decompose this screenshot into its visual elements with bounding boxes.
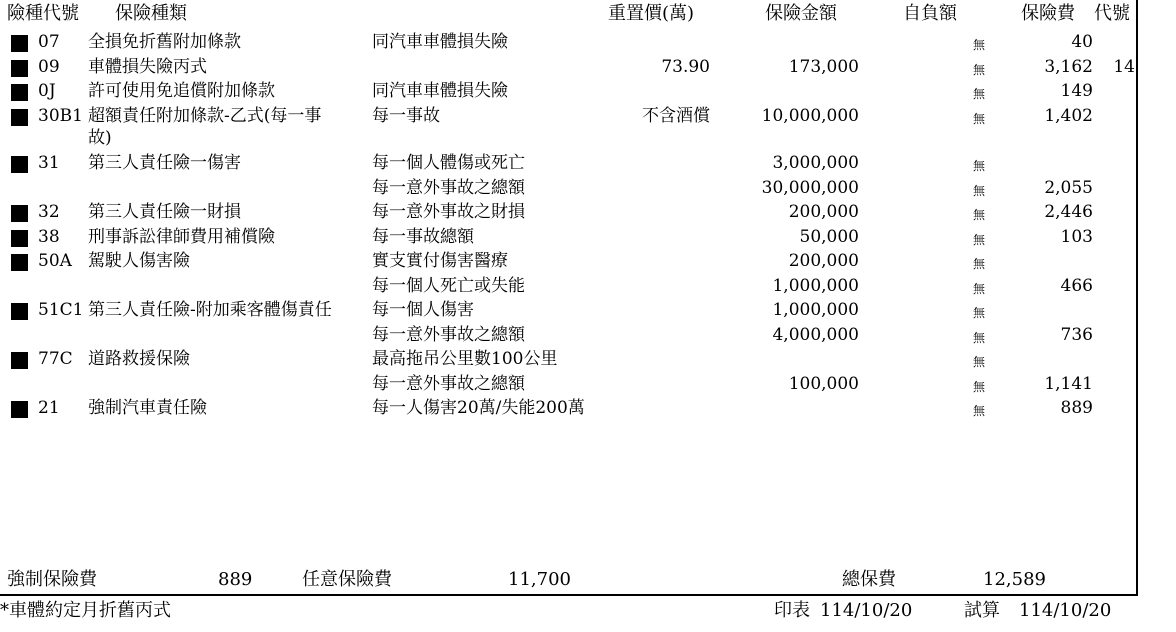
cell-name: 刑事訴訟律師費用補償險 [88,227,275,247]
cell-deductible: 無 [972,87,985,101]
cell-premium: 466 [1060,276,1093,296]
header-category: 保險種類 [115,3,187,24]
cell-premium: 103 [1060,227,1093,247]
cell-desc: 每一意外事故之總額 [372,325,525,345]
square-bullet-icon [11,84,28,101]
cell-name: 許可使用免追償附加條款 [88,81,275,101]
header-insured-amount: 保險金額 [765,3,837,24]
cell-premium: 1,402 [1044,106,1093,126]
cell-deductible: 無 [972,63,985,77]
footer-note: *車體約定月折舊丙式 [0,600,171,621]
cell-amount: 30,000,000 [761,178,859,198]
cell-premium: 1,141 [1044,374,1093,394]
square-bullet-icon [11,401,28,418]
cell-code: 51C1 [38,300,84,320]
cell-deductible: 無 [972,38,985,52]
cell-desc: 最高拖吊公里數100公里 [372,349,558,369]
cell-deductible: 無 [972,331,985,345]
cell-code: 30B1 [38,106,83,126]
cell-deductible: 無 [972,208,985,222]
cell-premium: 2,446 [1044,202,1093,222]
cell-premium: 149 [1060,81,1093,101]
square-bullet-icon [11,109,28,126]
cell-desc: 每一個人死亡或失能 [372,276,525,296]
cell-premium: 3,162 [1044,57,1093,77]
square-bullet-icon [11,230,28,247]
cell-value: 73.90 [661,57,710,77]
total-premium-value: 12,589 [983,569,1046,590]
optional-premium-value: 11,700 [508,569,571,590]
cell-name: 駕駛人傷害險 [88,251,190,271]
cell-code: 32 [38,202,60,222]
cell-name: 第三人責任險-附加乘客體傷責任 [88,300,332,320]
cell-premium: 40 [1071,32,1093,52]
cell-amount: 1,000,000 [772,276,859,296]
cell-name: 第三人責任險一財損 [88,202,241,222]
cell-desc: 每一個人體傷或死亡 [372,153,525,173]
compulsory-premium-label: 強制保險費 [7,569,97,590]
cell-amount: 10,000,000 [761,106,859,126]
total-premium-label: 總保費 [842,569,896,590]
header-code: 險種代號 [7,3,79,24]
cell-desc: 同汽車車體損失險 [372,32,508,52]
square-bullet-icon [11,352,28,369]
cell-desc: 每一人傷害20萬/失能200萬 [372,398,585,418]
cell-code: 38 [38,227,60,247]
cell-deductible: 無 [972,306,985,320]
calc-date: 114/10/20 [1019,600,1112,621]
cell-amount: 4,000,000 [772,325,859,345]
cell-amount: 1,000,000 [772,300,859,320]
cell-deductible: 無 [972,159,985,173]
cell-desc: 每一個人傷害 [372,300,474,320]
cell-deductible: 無 [972,355,985,369]
cell-code: 50A [38,251,72,271]
cell-code: 07 [38,32,60,52]
square-bullet-icon [11,254,28,271]
cell-deductible: 無 [972,233,985,247]
header-premium: 保險費 [1021,3,1075,24]
cell-desc: 每一意外事故之總額 [372,374,525,394]
cell-deductible: 無 [972,380,985,394]
cell-desc: 每一事故 [372,106,440,126]
cell-code2: 14 [1113,57,1135,77]
optional-premium-label: 任意保險費 [302,569,392,590]
cell-name: 強制汽車責任險 [88,398,207,418]
square-bullet-icon [11,303,28,320]
square-bullet-icon [11,205,28,222]
cell-name-continued: 故) [88,128,112,148]
compulsory-premium-value: 889 [218,569,253,590]
print-label: 印表 [774,600,810,621]
cell-amount: 3,000,000 [772,153,859,173]
cell-premium: 2,055 [1044,178,1093,198]
cell-desc: 每一意外事故之總額 [372,178,525,198]
cell-desc: 每一意外事故之財損 [372,202,525,222]
square-bullet-icon [11,60,28,77]
cell-deductible: 無 [972,184,985,198]
cell-deductible: 無 [972,282,985,296]
header-code2: 代號 [1094,3,1130,24]
cell-value: 不含酒償 [642,106,710,126]
cell-deductible: 無 [972,112,985,126]
cell-amount: 100,000 [788,374,859,394]
cell-amount: 50,000 [799,227,859,247]
cell-code: 0J [38,81,56,101]
cell-deductible: 無 [972,257,985,271]
cell-deductible: 無 [972,404,985,418]
cell-amount: 200,000 [788,251,859,271]
cell-name: 第三人責任險一傷害 [88,153,241,173]
cell-premium: 736 [1060,325,1093,345]
cell-name: 道路救援保險 [88,349,190,369]
cell-code: 21 [38,398,60,418]
cell-desc: 實支實付傷害醫療 [372,251,508,271]
cell-code: 09 [38,57,60,77]
cell-amount: 200,000 [788,202,859,222]
cell-premium: 889 [1060,398,1093,418]
cell-code: 77C [38,349,73,369]
cell-desc: 同汽車車體損失險 [372,81,508,101]
cell-amount: 173,000 [788,57,859,77]
header-replacement-value: 重置價(萬) [608,3,695,24]
cell-code: 31 [38,153,60,173]
print-date: 114/10/20 [820,600,913,621]
cell-name: 全損免折舊附加條款 [88,32,241,52]
header-deductible: 自負額 [903,3,957,24]
calc-label: 試算 [964,600,1000,621]
cell-name: 車體損失險丙式 [88,57,207,77]
cell-desc: 每一事故總額 [372,227,474,247]
square-bullet-icon [11,35,28,52]
cell-name: 超額責任附加條款-乙式(每一事 [88,106,322,126]
square-bullet-icon [11,156,28,173]
